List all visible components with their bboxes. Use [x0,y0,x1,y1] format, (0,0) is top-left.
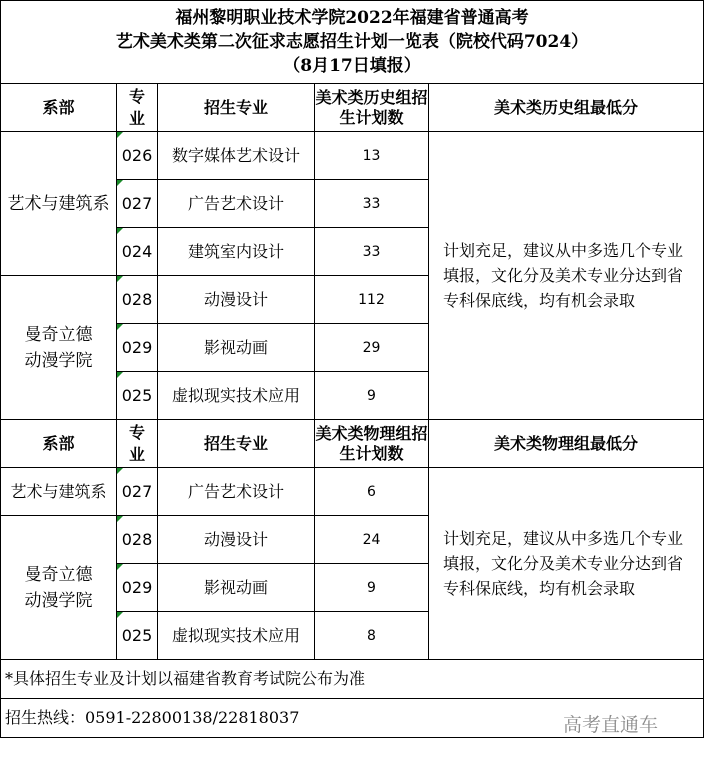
dept-cell: 艺术与建筑系 [1,132,117,276]
remark-cell: 计划充足，建议从中多选几个专业填报，文化分及美术专业分达到省专科保底线，均有机会录取 [429,132,704,420]
major-cell: 广告艺术设计 [158,468,315,516]
plan-cell: 13 [315,132,429,180]
header-major: 招生专业 [158,84,315,132]
major-cell: 影视动画 [158,564,315,612]
header-row-history [1,84,704,132]
plan-cell: 33 [315,228,429,276]
plan-cell: 33 [315,180,429,228]
title-line-3: （8月17日填报） [283,56,421,76]
remark-cell: 计划充足，建议从中多选几个专业填报，文化分及美术专业分达到省专科保底线，均有机会录取 [429,468,704,660]
code-cell: 027 [117,180,158,228]
watermark: 高考直通车 [563,714,659,736]
code-cell: 028 [117,276,158,324]
major-cell: 广告艺术设计 [158,180,315,228]
hotline: 招生热线：0591-22800138/22818037 [1,699,704,738]
code-cell: 029 [117,324,158,372]
major-cell: 动漫设计 [158,276,315,324]
major-cell: 动漫设计 [158,516,315,564]
dept-cell: 曼奇立德动漫学院 [1,516,117,660]
code-cell: 025 [117,612,158,660]
header-min-score: 美术类物理组最低分 [429,420,704,468]
title-line-2: 艺术美术类第二次征求志愿招生计划一览表（院校代码7024） [115,32,589,52]
header-row-physics [1,420,704,468]
code-cell: 024 [117,228,158,276]
header-code: 专业 [117,420,158,468]
header-dept: 系部 [1,84,117,132]
major-cell: 数字媒体艺术设计 [158,132,315,180]
code-cell: 029 [117,564,158,612]
dept-cell: 曼奇立德动漫学院 [1,276,117,420]
code-cell: 026 [117,132,158,180]
footnote: *具体招生专业及计划以福建省教育考试院公布为准 [1,660,704,699]
major-cell: 建筑室内设计 [158,228,315,276]
plan-cell: 29 [315,324,429,372]
header-dept: 系部 [1,420,117,468]
dept-cell: 艺术与建筑系 [1,468,117,516]
table-title [1,1,704,84]
title-line-1: 福州黎明职业技术学院2022年福建省普通高考 [175,8,529,28]
major-cell: 影视动画 [158,324,315,372]
code-cell: 027 [117,468,158,516]
header-min-score: 美术类历史组最低分 [429,84,704,132]
major-cell: 虚拟现实技术应用 [158,372,315,420]
plan-cell: 8 [315,612,429,660]
header-code: 专业 [117,84,158,132]
plan-cell: 9 [315,564,429,612]
header-major: 招生专业 [158,420,315,468]
table-row [1,132,704,180]
plan-cell: 112 [315,276,429,324]
header-plan: 美术类历史组招生计划数 [315,84,429,132]
plan-cell: 24 [315,516,429,564]
code-cell: 028 [117,516,158,564]
header-plan: 美术类物理组招生计划数 [315,420,429,468]
major-cell: 虚拟现实技术应用 [158,612,315,660]
table-row [1,468,704,516]
code-cell: 025 [117,372,158,420]
plan-cell: 6 [315,468,429,516]
plan-cell: 9 [315,372,429,420]
